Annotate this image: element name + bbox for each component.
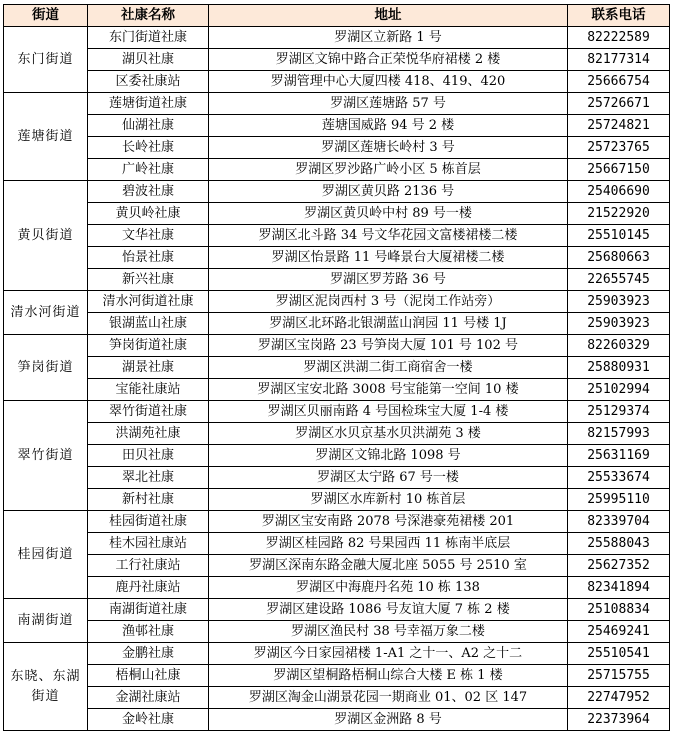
table-row	[4, 511, 670, 533]
phone-cell: 25102994	[568, 379, 670, 401]
phone-cell: 25680663	[568, 247, 670, 269]
phone-cell: 82222589	[568, 27, 670, 49]
phone-cell: 25667150	[568, 159, 670, 181]
table-row	[4, 225, 670, 247]
phone-cell: 21522920	[568, 203, 670, 225]
address-cell: 罗湖区中海鹿丹名苑 10 栋 138	[209, 577, 568, 599]
clinic-name-cell: 渔邨社康	[88, 621, 209, 643]
street-cell: 东晓、东湖街道	[4, 643, 88, 731]
street-cell: 清水河街道	[4, 291, 88, 335]
address-cell: 罗湖区文锦北路 1098 号	[209, 445, 568, 467]
phone-cell: 22655745	[568, 269, 670, 291]
address-cell: 罗湖管理中心大厦四楼 418、419、420	[209, 71, 568, 93]
clinic-name-cell: 清水河街道社康	[88, 291, 209, 313]
clinic-name-cell: 新兴社康	[88, 269, 209, 291]
clinic-name-cell: 莲塘街道社康	[88, 93, 209, 115]
header-address: 地址	[209, 5, 568, 27]
clinic-name-cell: 翠北社康	[88, 467, 209, 489]
clinic-name-cell: 桂木园社康站	[88, 533, 209, 555]
table-row	[4, 357, 670, 379]
address-cell: 罗湖区立新路 1 号	[209, 27, 568, 49]
clinic-name-cell: 金岭社康	[88, 709, 209, 731]
table-row	[4, 181, 670, 203]
table-row	[4, 401, 670, 423]
table-row	[4, 555, 670, 577]
clinic-name-cell: 南湖街道社康	[88, 599, 209, 621]
table-row	[4, 71, 670, 93]
phone-cell: 82341894	[568, 577, 670, 599]
clinic-name-cell: 梧桐山社康	[88, 665, 209, 687]
address-cell: 罗湖区洪湖二街工商宿舍一楼	[209, 357, 568, 379]
street-cell: 莲塘街道	[4, 93, 88, 181]
address-cell: 罗湖区莲塘长岭村 3 号	[209, 137, 568, 159]
phone-cell: 25995110	[568, 489, 670, 511]
table-row	[4, 137, 670, 159]
phone-cell: 25588043	[568, 533, 670, 555]
address-cell: 罗湖区罗芳路 36 号	[209, 269, 568, 291]
street-cell: 桂园街道	[4, 511, 88, 599]
table-row	[4, 445, 670, 467]
address-cell: 罗湖区宝岗路 23 号笋岗大厦 101 号 102 号	[209, 335, 568, 357]
clinic-name-cell: 翠竹街道社康	[88, 401, 209, 423]
table-row	[4, 269, 670, 291]
table-row	[4, 115, 670, 137]
table-row	[4, 291, 670, 313]
phone-cell: 25880931	[568, 357, 670, 379]
street-cell: 翠竹街道	[4, 401, 88, 511]
clinic-name-cell: 区委社康站	[88, 71, 209, 93]
header-clinic-name: 社康名称	[88, 5, 209, 27]
clinic-name-cell: 东门街道社康	[88, 27, 209, 49]
address-cell: 罗湖区今日家园裙楼 1-A1 之十一、A2 之十二	[209, 643, 568, 665]
table-row	[4, 577, 670, 599]
table-row	[4, 643, 670, 665]
header-street: 街道	[4, 5, 88, 27]
address-cell: 罗湖区北斗路 34 号文华花园文富楼裙楼二楼	[209, 225, 568, 247]
address-cell: 罗湖区渔民村 38 号幸福万象二楼	[209, 621, 568, 643]
clinic-name-cell: 桂园街道社康	[88, 511, 209, 533]
community-health-directory-table	[3, 4, 670, 731]
table-row	[4, 49, 670, 71]
address-cell: 罗湖区水贝京基水贝洪湖苑 3 楼	[209, 423, 568, 445]
street-cell: 南湖街道	[4, 599, 88, 643]
phone-cell: 25533674	[568, 467, 670, 489]
address-cell: 莲塘国威路 94 号 2 楼	[209, 115, 568, 137]
phone-cell: 25715755	[568, 665, 670, 687]
phone-cell: 25627352	[568, 555, 670, 577]
table-row	[4, 203, 670, 225]
table-row	[4, 159, 670, 181]
phone-cell: 25406690	[568, 181, 670, 203]
phone-cell: 25108834	[568, 599, 670, 621]
table-row	[4, 533, 670, 555]
street-cell: 黄贝街道	[4, 181, 88, 291]
phone-cell: 25469241	[568, 621, 670, 643]
address-cell: 罗湖区太宁路 67 号一楼	[209, 467, 568, 489]
phone-cell: 82339704	[568, 511, 670, 533]
phone-cell: 82260329	[568, 335, 670, 357]
clinic-name-cell: 笋岗街道社康	[88, 335, 209, 357]
clinic-name-cell: 湖景社康	[88, 357, 209, 379]
address-cell: 罗湖区罗沙路广岭小区 5 栋首层	[209, 159, 568, 181]
phone-cell: 25510145	[568, 225, 670, 247]
table-row	[4, 423, 670, 445]
address-cell: 罗湖区建设路 1086 号友谊大厦 7 栋 2 楼	[209, 599, 568, 621]
table-row	[4, 27, 670, 49]
clinic-name-cell: 湖贝社康	[88, 49, 209, 71]
street-cell: 东门街道	[4, 27, 88, 93]
table-row	[4, 467, 670, 489]
address-cell: 罗湖区文锦中路合正荣悦华府裙楼 2 楼	[209, 49, 568, 71]
table-row	[4, 621, 670, 643]
address-cell: 罗湖区金洲路 8 号	[209, 709, 568, 731]
clinic-name-cell: 工行社康站	[88, 555, 209, 577]
address-cell: 罗湖区北环路北银湖蓝山润园 11 号楼 1J	[209, 313, 568, 335]
table-row	[4, 665, 670, 687]
clinic-name-cell: 长岭社康	[88, 137, 209, 159]
table-row	[4, 247, 670, 269]
table-row	[4, 599, 670, 621]
phone-cell: 25723765	[568, 137, 670, 159]
table-row	[4, 379, 670, 401]
table-row	[4, 489, 670, 511]
phone-cell: 25724821	[568, 115, 670, 137]
clinic-name-cell: 金湖社康站	[88, 687, 209, 709]
address-cell: 罗湖区莲塘路 57 号	[209, 93, 568, 115]
clinic-name-cell: 仙湖社康	[88, 115, 209, 137]
address-cell: 罗湖区宝安南路 2078 号深港豪苑裙楼 201	[209, 511, 568, 533]
address-cell: 罗湖区桂园路 82 号果园西 11 栋南半底层	[209, 533, 568, 555]
address-cell: 罗湖区黄贝路 2136 号	[209, 181, 568, 203]
address-cell: 罗湖区黄贝岭中村 89 号一楼	[209, 203, 568, 225]
clinic-name-cell: 鹿丹社康站	[88, 577, 209, 599]
phone-cell: 25631169	[568, 445, 670, 467]
clinic-name-cell: 黄贝岭社康	[88, 203, 209, 225]
address-cell: 罗湖区宝安北路 3008 号宝能第一空间 10 楼	[209, 379, 568, 401]
address-cell: 罗湖区水库新村 10 栋首层	[209, 489, 568, 511]
clinic-name-cell: 洪湖苑社康	[88, 423, 209, 445]
address-cell: 罗湖区望桐路梧桐山综合大楼 E 栋 1 楼	[209, 665, 568, 687]
clinic-name-cell: 新村社康	[88, 489, 209, 511]
address-cell: 罗湖区贝丽南路 4 号国检珠宝大厦 1-4 楼	[209, 401, 568, 423]
header-row	[4, 5, 670, 27]
phone-cell: 25510541	[568, 643, 670, 665]
clinic-name-cell: 宝能社康站	[88, 379, 209, 401]
phone-cell: 22373964	[568, 709, 670, 731]
table-row	[4, 313, 670, 335]
phone-cell: 25726671	[568, 93, 670, 115]
clinic-name-cell: 银湖蓝山社康	[88, 313, 209, 335]
table-body	[4, 27, 670, 731]
address-cell: 罗湖区泥岗西村 3 号（泥岗工作站旁）	[209, 291, 568, 313]
clinic-name-cell: 金鹏社康	[88, 643, 209, 665]
table-row	[4, 687, 670, 709]
phone-cell: 25903923	[568, 313, 670, 335]
address-cell: 罗湖区淘金山湖景花园一期商业 01、02 区 147	[209, 687, 568, 709]
clinic-name-cell: 碧波社康	[88, 181, 209, 203]
clinic-name-cell: 怡景社康	[88, 247, 209, 269]
address-cell: 罗湖区深南东路金融大厦北座 5055 号 2510 室	[209, 555, 568, 577]
address-cell: 罗湖区怡景路 11 号峰景台大厦裙楼二楼	[209, 247, 568, 269]
phone-cell: 25666754	[568, 71, 670, 93]
phone-cell: 25903923	[568, 291, 670, 313]
phone-cell: 22747952	[568, 687, 670, 709]
table-row	[4, 93, 670, 115]
clinic-name-cell: 广岭社康	[88, 159, 209, 181]
phone-cell: 82157993	[568, 423, 670, 445]
table-row	[4, 335, 670, 357]
directory-table-wrapper	[3, 4, 671, 731]
clinic-name-cell: 田贝社康	[88, 445, 209, 467]
header-phone: 联系电话	[568, 5, 670, 27]
street-cell: 笋岗街道	[4, 335, 88, 401]
clinic-name-cell: 文华社康	[88, 225, 209, 247]
table-row	[4, 709, 670, 731]
phone-cell: 25129374	[568, 401, 670, 423]
phone-cell: 82177314	[568, 49, 670, 71]
